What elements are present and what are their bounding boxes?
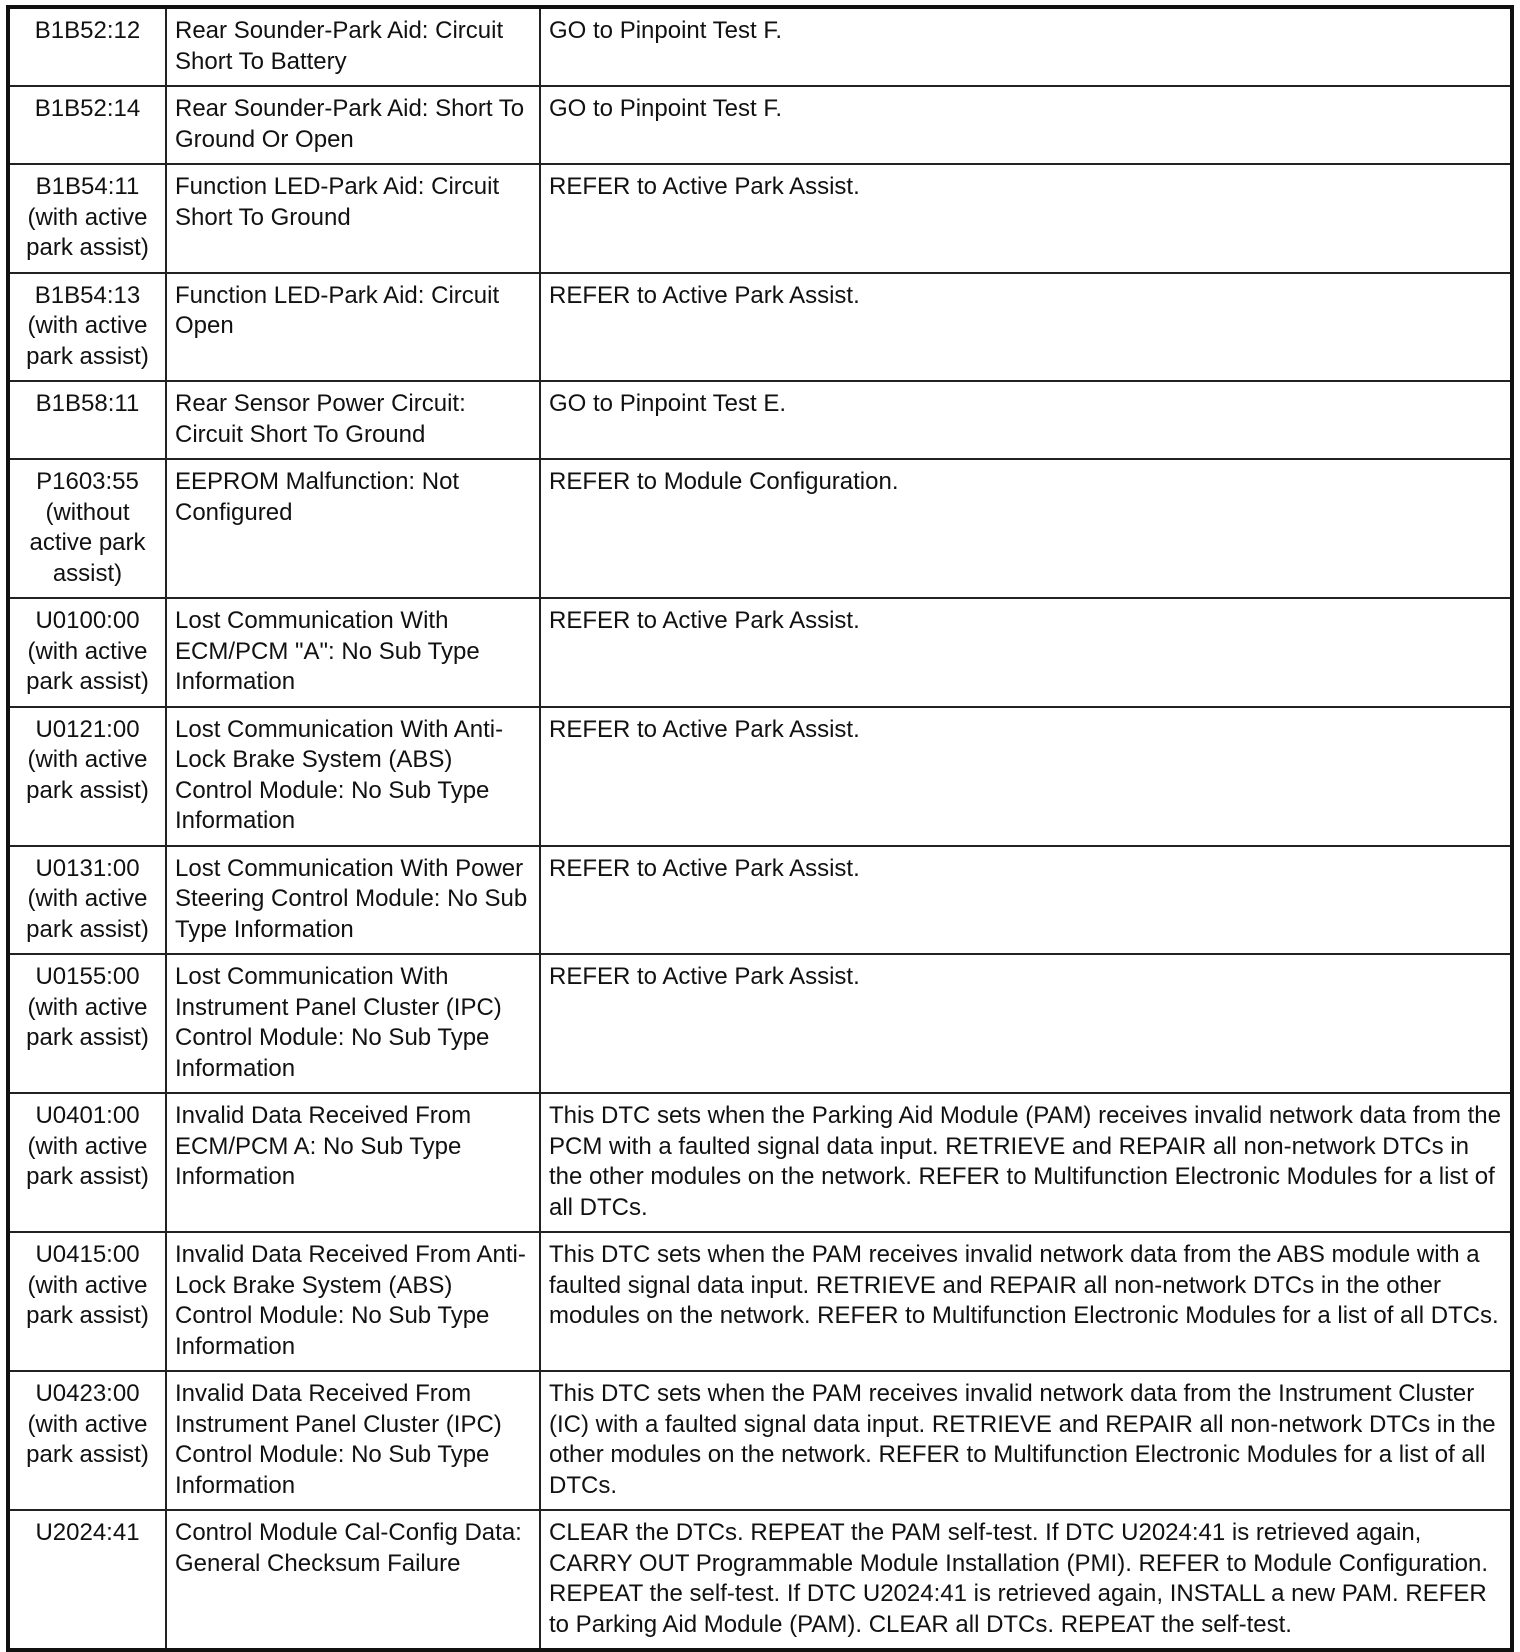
- dtc-code: U0423:00 (with active park assist): [8, 1371, 166, 1510]
- dtc-action: GO to Pinpoint Test F.: [540, 7, 1512, 86]
- dtc-description: Lost Communication With Instrument Panel Cluster (IPC) Control Module: No Sub Type Information: [166, 954, 540, 1093]
- dtc-description: Function LED-Park Aid: Circuit Open: [166, 273, 540, 382]
- table-row: [8, 1232, 1512, 1371]
- table-row: [8, 273, 1512, 382]
- dtc-description: Rear Sensor Power Circuit: Circuit Short To Ground: [166, 381, 540, 459]
- table-row: [8, 1093, 1512, 1232]
- dtc-code: U0155:00 (with active park assist): [8, 954, 166, 1093]
- table-row: [8, 86, 1512, 164]
- dtc-description: Invalid Data Received From Anti-Lock Brake System (ABS) Control Module: No Sub Type Information: [166, 1232, 540, 1371]
- dtc-description: Control Module Cal-Config Data: General Checksum Failure: [166, 1510, 540, 1650]
- dtc-table: [6, 5, 1514, 1652]
- dtc-table-body: [8, 7, 1512, 1650]
- dtc-description: Rear Sounder-Park Aid: Circuit Short To Battery: [166, 7, 540, 86]
- table-row: [8, 598, 1512, 707]
- dtc-code: B1B52:14: [8, 86, 166, 164]
- dtc-description: EEPROM Malfunction: Not Configured: [166, 459, 540, 598]
- dtc-action: This DTC sets when the Parking Aid Module (PAM) receives invalid network data from the PCM with a faulted signal data input. RETRIEVE and REPAIR all non-network DTCs in the other modules on the network. REFER to Multifunction Electronic Modules for a list of all DTCs.: [540, 1093, 1512, 1232]
- dtc-code: U0100:00 (with active park assist): [8, 598, 166, 707]
- table-row: [8, 1371, 1512, 1510]
- dtc-code: U2024:41: [8, 1510, 166, 1650]
- table-row: [8, 459, 1512, 598]
- dtc-description: Lost Communication With Power Steering Control Module: No Sub Type Information: [166, 846, 540, 955]
- dtc-description: Lost Communication With Anti-Lock Brake System (ABS) Control Module: No Sub Type Information: [166, 707, 540, 846]
- dtc-action: GO to Pinpoint Test F.: [540, 86, 1512, 164]
- dtc-action: REFER to Active Park Assist.: [540, 954, 1512, 1093]
- dtc-action: This DTC sets when the PAM receives invalid network data from the ABS module with a faulted signal data input. RETRIEVE and REPAIR all non-network DTCs in the other modules on the network. REFER to Multifunction Electronic Modules for a list of all DTCs.: [540, 1232, 1512, 1371]
- dtc-code: B1B54:13 (with active park assist): [8, 273, 166, 382]
- dtc-code: U0401:00 (with active park assist): [8, 1093, 166, 1232]
- dtc-code: B1B52:12: [8, 7, 166, 86]
- dtc-code: B1B58:11: [8, 381, 166, 459]
- dtc-code: B1B54:11 (with active park assist): [8, 164, 166, 273]
- table-row: [8, 846, 1512, 955]
- dtc-action: GO to Pinpoint Test E.: [540, 381, 1512, 459]
- dtc-action: CLEAR the DTCs. REPEAT the PAM self-test. If DTC U2024:41 is retrieved again, CARRY OUT Programmable Module Installation (PMI). REFER to Module Configuration. REPEAT the self-test. If DTC U2024:41 is retrieved again, INSTALL a new PAM. REFER to Parking Aid Module (PAM). CLEAR all DTCs. REPEAT the self-test.: [540, 1510, 1512, 1650]
- dtc-action: REFER to Active Park Assist.: [540, 598, 1512, 707]
- dtc-action: REFER to Active Park Assist.: [540, 164, 1512, 273]
- table-row: [8, 164, 1512, 273]
- dtc-action: REFER to Active Park Assist.: [540, 707, 1512, 846]
- dtc-description: Rear Sounder-Park Aid: Short To Ground Or Open: [166, 86, 540, 164]
- table-row: [8, 381, 1512, 459]
- dtc-description: Function LED-Park Aid: Circuit Short To Ground: [166, 164, 540, 273]
- dtc-description: Lost Communication With ECM/PCM "A": No Sub Type Information: [166, 598, 540, 707]
- table-row: [8, 1510, 1512, 1650]
- dtc-action: REFER to Module Configuration.: [540, 459, 1512, 598]
- dtc-code: P1603:55 (without active park assist): [8, 459, 166, 598]
- dtc-code: U0415:00 (with active park assist): [8, 1232, 166, 1371]
- table-row: [8, 7, 1512, 86]
- dtc-description: Invalid Data Received From ECM/PCM A: No Sub Type Information: [166, 1093, 540, 1232]
- table-row: [8, 707, 1512, 846]
- dtc-action: REFER to Active Park Assist.: [540, 273, 1512, 382]
- dtc-action: REFER to Active Park Assist.: [540, 846, 1512, 955]
- dtc-action: This DTC sets when the PAM receives invalid network data from the Instrument Cluster (IC) with a faulted signal data input. RETRIEVE and REPAIR all non-network DTCs in the other modules on the network. REFER to Multifunction Electronic Modules for a list of all DTCs.: [540, 1371, 1512, 1510]
- table-row: [8, 954, 1512, 1093]
- dtc-code: U0121:00 (with active park assist): [8, 707, 166, 846]
- dtc-description: Invalid Data Received From Instrument Panel Cluster (IPC) Control Module: No Sub Type Information: [166, 1371, 540, 1510]
- dtc-code: U0131:00 (with active park assist): [8, 846, 166, 955]
